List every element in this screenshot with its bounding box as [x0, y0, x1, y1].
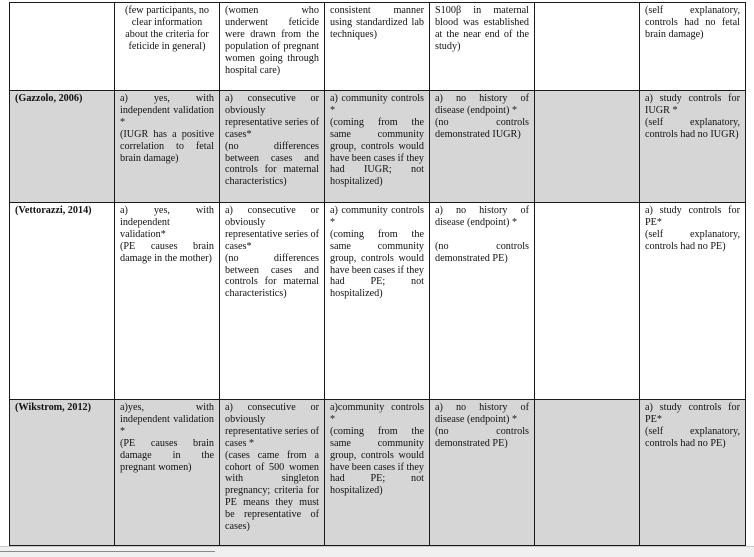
quality-assessment-table — [9, 2, 746, 546]
table-row — [10, 203, 746, 400]
table-cell: a) community controls * (coming from the same community group, controls would have been cases if they had PE; not hospitalized) — [325, 203, 430, 400]
table-row — [10, 3, 746, 91]
table-cell: a) consecutive or obviously representative series of cases * (cases came from a cohort of 500 women with singleton pregnancy; criteria for PE means they must be representative of cases) — [220, 400, 325, 546]
horizontal-scrollbar[interactable] — [0, 546, 754, 557]
table-cell: a) consecutive or obviously representative series of cases* (no differences between cases and controls for maternal characteristics) — [220, 203, 325, 400]
table-cell: (women who underwent feticide were drawn from the population of pregnant women going through hospital care) — [220, 3, 325, 91]
table-cell: a) consecutive or obviously representative series of cases* (no differences between cases and controls for maternal characteristics) — [220, 91, 325, 203]
table-cell — [535, 91, 640, 203]
table-cell: consistent manner using standardized lab techniques) — [325, 3, 430, 91]
table-cell: a) study controls for PE* (self explanatory, controls had no PE) — [640, 400, 746, 546]
study-name-cell: (Vettorazzi, 2014) — [10, 203, 115, 400]
table-cell: a)yes, with independent validation * (PE causes brain damage in the pregnant women) — [115, 400, 220, 546]
table-cell: a) no history of disease (endpoint) * (no controls demonstrated PE) — [430, 400, 535, 546]
study-name-cell: (Gazzolo, 2006) — [10, 91, 115, 203]
table-cell: a) yes, with independent validation * (IUGR has a positive correlation to fetal brain damage) — [115, 91, 220, 203]
table-cell: a) no history of disease (endpoint) * (no controls demonstrated PE) — [430, 203, 535, 400]
table-cell: S100β in maternal blood was established at the near end of the study) — [430, 3, 535, 91]
table-cell: a) study controls for IUGR * (self explanatory, controls had no IUGR) — [640, 91, 746, 203]
table-cell: (self explanatory, controls had no fetal brain damage) — [640, 3, 746, 91]
table-cell — [535, 400, 640, 546]
table-cell: a) study controls for PE* (self explanatory, controls had no PE) — [640, 203, 746, 400]
table-row — [10, 400, 746, 546]
table-cell: a) community controls * (coming from the same community group, controls would have been cases if they had IUGR; not hospitalized) — [325, 91, 430, 203]
table-cell: a) yes, with independent validation* (PE causes brain damage in the mother) — [115, 203, 220, 400]
table-cell: a) no history of disease (endpoint) * (no controls demonstrated IUGR) — [430, 91, 535, 203]
table-row — [10, 91, 746, 203]
study-name-cell: (Wikstrom, 2012) — [10, 400, 115, 546]
table-cell — [535, 203, 640, 400]
table-cell: a)community controls * (coming from the same community group, controls would have been cases if they had PE; not hospitalized) — [325, 400, 430, 546]
table-cell: (few participants, no clear information about the criteria for feticide in general) — [115, 3, 220, 91]
table-cell — [535, 3, 640, 91]
table-cell — [10, 3, 115, 91]
scrollbar-thumb[interactable] — [0, 547, 215, 552]
